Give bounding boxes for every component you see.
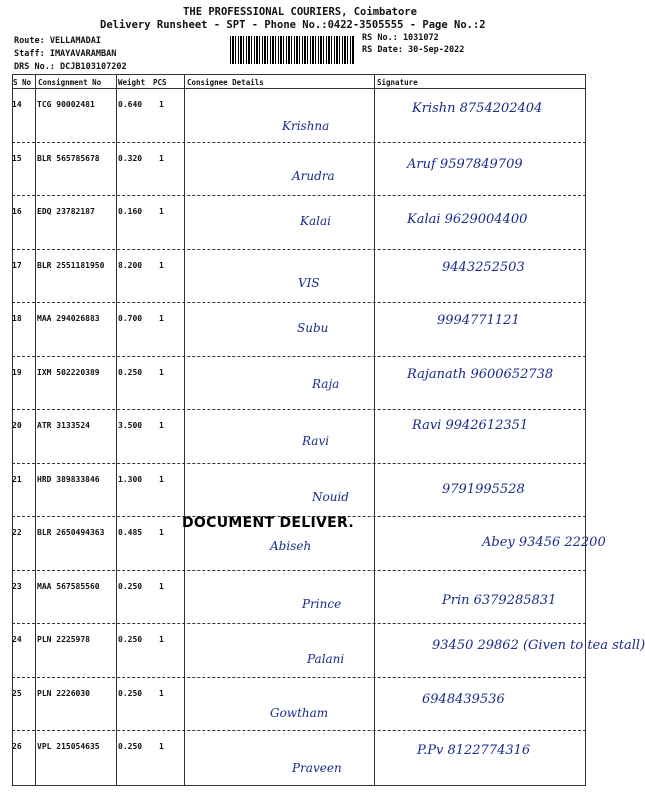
recipient-signature: Kalai 9629004400 <box>407 212 528 227</box>
row-pcs: 1 <box>159 421 164 430</box>
table-row <box>12 143 586 189</box>
row-weight: 8.200 <box>118 260 143 270</box>
sheet-subtitle: Delivery Runsheet - SPT - Phone No.:0422-3505555 - Page No.:2 <box>100 19 486 31</box>
row-pcs: 1 <box>159 260 164 270</box>
consignee-name: Raja <box>312 376 340 391</box>
recipient-signature: Aruf 9597849709 <box>407 156 523 172</box>
row-weight: 0.250 <box>118 635 143 644</box>
recipient-signature: Prin 6379285831 <box>442 592 557 608</box>
row-weight: 1.300 <box>118 474 143 484</box>
row-pcs: 1 <box>159 688 164 698</box>
row-pcs: 1 <box>159 207 164 216</box>
row-consignment-no: BLR 565785678 <box>37 153 100 163</box>
col-header-signature: Signature <box>377 78 418 87</box>
consignee-name: Prince <box>302 596 342 611</box>
row-sno: 21 <box>12 474 22 484</box>
row-weight: 0.700 <box>118 314 143 323</box>
table-row <box>12 196 586 242</box>
route-label: Route: VELLAMADAI <box>14 36 101 46</box>
col-header-pcs: PCS <box>153 78 167 87</box>
row-pcs: 1 <box>159 528 164 537</box>
rs-date: RS Date: 30-Sep-2022 <box>362 45 465 55</box>
row-weight: 0.250 <box>118 581 143 591</box>
row-weight: 0.250 <box>118 688 143 698</box>
recipient-signature: Abey 93456 22200 <box>482 535 606 550</box>
recipient-signature: 9994771121 <box>437 313 520 328</box>
row-consignment-no: HRD 389833846 <box>37 474 100 484</box>
table-row <box>12 357 586 403</box>
row-sno: 14 <box>12 100 22 109</box>
sheet-title: THE PROFESSIONAL COURIERS, Coimbatore <box>183 6 417 18</box>
recipient-signature: 6948439536 <box>422 691 505 707</box>
recipient-signature: Rajanath 9600652738 <box>407 366 554 382</box>
row-sno: 18 <box>12 314 22 323</box>
row-sno: 17 <box>12 260 22 270</box>
row-pcs: 1 <box>159 100 164 109</box>
recipient-signature: Krishn 8754202404 <box>412 101 543 116</box>
table-row <box>12 303 586 349</box>
barcode <box>230 36 354 64</box>
consignee-name: Gowtham <box>270 705 329 720</box>
row-consignment-no: TCG 90002481 <box>37 100 95 109</box>
recipient-signature: Ravi 9942612351 <box>412 418 529 433</box>
row-sno: 23 <box>12 581 22 591</box>
table-row <box>12 410 586 456</box>
delivery-stamp: DOCUMENT DELIVER. <box>182 515 354 531</box>
consignee-name: Nouid <box>312 489 349 504</box>
table-row <box>12 571 586 617</box>
row-sno: 24 <box>12 635 22 644</box>
consignee-name: Subu <box>297 321 329 335</box>
row-consignment-no: BLR 2650494363 <box>37 528 105 537</box>
runsheet-table <box>12 74 645 786</box>
row-sno: 22 <box>12 528 22 537</box>
row-consignment-no: PLN 2226030 <box>37 688 90 698</box>
row-pcs: 1 <box>159 474 164 484</box>
row-pcs: 1 <box>159 367 164 377</box>
row-sno: 25 <box>12 688 22 698</box>
row-consignment-no: PLN 2225978 <box>37 635 90 644</box>
row-sno: 20 <box>12 421 22 430</box>
row-weight: 0.250 <box>118 367 143 377</box>
staff-label: Staff: IMAYAVARAMBAN <box>14 49 117 59</box>
col-header-weight: Weight <box>118 78 146 87</box>
recipient-signature: P.Pv 8122774316 <box>417 743 531 758</box>
recipient-signature: 9443252503 <box>442 259 525 275</box>
row-consignment-no: VPL 215054635 <box>37 742 100 751</box>
table-row <box>12 624 645 670</box>
col-header-consignment: Consignment No <box>38 78 102 87</box>
col-header-details: Consignee Details <box>187 78 264 87</box>
drs-number: DRS No.: DCJB103107202 <box>14 62 127 72</box>
consignee-name: Arudra <box>292 168 335 183</box>
row-weight: 0.485 <box>118 528 143 537</box>
consignee-name: Palani <box>307 652 345 666</box>
row-weight: 0.640 <box>118 100 143 109</box>
row-weight: 0.160 <box>118 207 143 216</box>
table-row <box>12 731 586 777</box>
row-consignment-no: MAA 567585560 <box>37 581 100 591</box>
row-pcs: 1 <box>159 153 164 163</box>
consignee-name: VIS <box>298 275 320 290</box>
row-consignment-no: EDQ 23782187 <box>37 207 95 216</box>
table-rule <box>12 785 586 786</box>
consignee-name: Abiseh <box>270 539 312 553</box>
table-row <box>12 464 586 510</box>
consignee-name: Praveen <box>292 761 342 775</box>
table-row <box>12 250 586 296</box>
consignee-name: Krishna <box>282 119 330 133</box>
row-sno: 19 <box>12 367 22 377</box>
row-weight: 0.320 <box>118 153 143 163</box>
row-consignment-no: IXM 502220389 <box>37 367 100 377</box>
row-consignment-no: ATR 3133524 <box>37 421 90 430</box>
recipient-signature: 93450 29862 (Given to tea stall) <box>432 638 645 653</box>
row-weight: 0.250 <box>118 742 143 751</box>
row-pcs: 1 <box>159 635 164 644</box>
col-header-sno: S No <box>13 78 32 87</box>
row-sno: 16 <box>12 207 22 216</box>
row-consignment-no: BLR 2551181950 <box>37 260 105 270</box>
rs-number: RS No.: 1031072 <box>362 33 439 43</box>
row-consignment-no: MAA 294026883 <box>37 314 100 323</box>
consignee-name: Kalai <box>300 214 331 228</box>
table-row <box>12 89 586 135</box>
row-pcs: 1 <box>159 314 164 323</box>
row-pcs: 1 <box>159 742 164 751</box>
row-sno: 26 <box>12 742 22 751</box>
consignee-name: Ravi <box>302 434 330 448</box>
table-row <box>12 678 586 724</box>
row-weight: 3.500 <box>118 421 143 430</box>
row-pcs: 1 <box>159 581 164 591</box>
table-rule <box>12 74 586 75</box>
recipient-signature: 9791995528 <box>442 481 525 497</box>
row-sno: 15 <box>12 153 22 163</box>
